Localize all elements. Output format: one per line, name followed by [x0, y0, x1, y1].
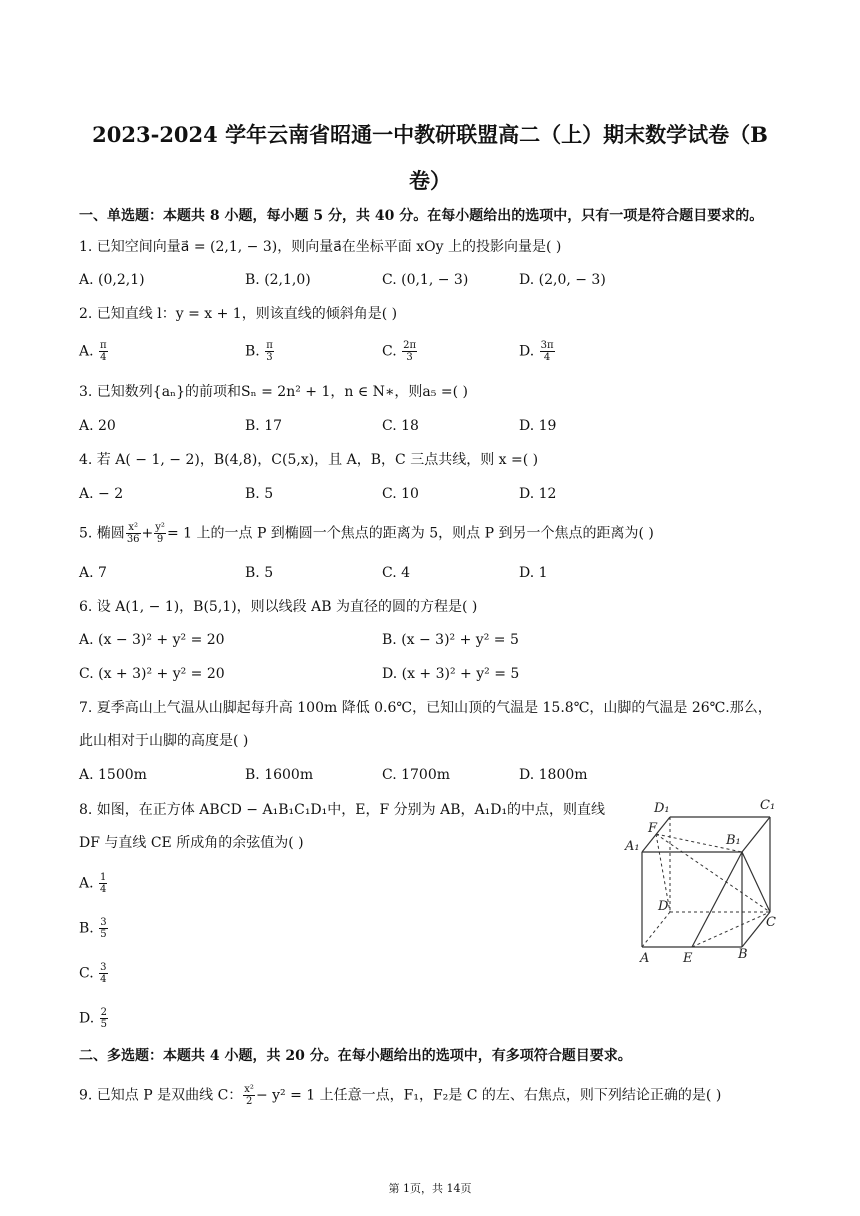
question-2-stem: 2. 已知直线 l：y = x + 1，则该直线的倾斜角是( ) [79, 306, 398, 322]
hidden-edge-a-d [642, 912, 670, 947]
q4-option-a: A. − 2 [79, 486, 124, 502]
q8-option-d: D. $\frac{2}{5}$ [79, 1007, 108, 1030]
q6-option-d: D. (x + 3)² + y² = 5 [382, 666, 520, 682]
question-6-stem: 6. 设 A(1, − 1)，B(5,1)，则以线段 AB 为直径的圆的方程是( ) [79, 599, 478, 615]
q6-option-c: C. (x + 3)² + y² = 20 [79, 666, 225, 682]
q8-option-a: A. $\frac{1}{4}$ [79, 872, 107, 895]
question-9-stem: 9. 已知点 P 是双曲线 C： $\frac{\text{x²}}{2}$ − y² = 1 上任意一点，F₁，F₂是 C 的左、右焦点，则下列结论正确的是( ) [79, 1084, 722, 1107]
q2-option-b: B. $\frac{\pi}{3}$ [245, 340, 273, 363]
label-a: A [640, 951, 650, 966]
question-7-stem-line-1: 7. 夏季高山上气温从山脚起每升高 100m 降低 0.6℃，已知山顶的气温是 15.8℃，山脚的气温是 26℃.那么， [79, 700, 772, 716]
q7-option-a: A. 1500m [79, 767, 147, 783]
q8-option-c: C. $\frac{3}{4}$ [79, 962, 107, 985]
label-e: E [683, 951, 693, 966]
q5-option-b: B. 5 [245, 565, 274, 581]
cube-figure [620, 792, 790, 967]
label-b: B [738, 947, 748, 962]
label-a1: A₁ [625, 839, 640, 854]
label-c1: C₁ [760, 798, 776, 813]
label-b1: B₁ [726, 833, 741, 848]
q5-option-a: A. 7 [79, 565, 107, 581]
fraction: $\frac{\text{y²}}{9}$ [155, 522, 165, 545]
q1-option-d: D. (2,0, − 3) [519, 272, 606, 288]
q5-option-c: C. 4 [382, 565, 411, 581]
label-f: F [648, 821, 658, 836]
edge-b1-c1 [742, 817, 770, 852]
q6-option-a: A. (x − 3)² + y² = 20 [79, 632, 225, 648]
q4-option-b: B. 5 [245, 486, 274, 502]
fraction: $\frac{3}{5}$ [100, 917, 107, 940]
q8-option-b: B. $\frac{3}{5}$ [79, 917, 107, 940]
title-line-1: 2023-2024 学年云南省昭通一中教研联盟高二（上）期末数学试卷（B [92, 122, 768, 147]
fraction: $\frac{3}{4}$ [100, 962, 107, 985]
q3-option-c: C. 18 [382, 418, 419, 434]
question-8-stem-line-2: DF 与直线 CE 所成角的余弦值为( ) [79, 835, 304, 851]
q3-option-a: A. 20 [79, 418, 116, 434]
q7-option-b: B. 1600m [245, 767, 314, 783]
question-3-stem: 3. 已知数列{aₙ}的前项和Sₙ = 2n² + 1，n ∈ N∗，则a₅ =( ) [79, 384, 468, 400]
section-1-heading: 一、单选题：本题共 8 小题，每小题 5 分，共 40 分。在每小题给出的选项中，只有一项是符合题目要求的。 [79, 208, 764, 224]
label-d1: D₁ [654, 801, 670, 816]
label-c: C [766, 915, 776, 930]
fraction: $\frac{2\pi}{3}$ [403, 340, 417, 363]
fraction: $\frac{2}{5}$ [100, 1007, 108, 1030]
label-d: D [658, 899, 669, 914]
title-line-2: 卷） [409, 168, 451, 193]
segment-e-b1 [692, 852, 742, 947]
question-4-stem: 4. 若 A( − 1, − 2)，B(4,8)，C(5,x)，且 A，B，C 三点共线，则 x =( ) [79, 452, 539, 468]
question-1-stem: 1. 已知空间向量a⃗ = (2,1, − 3)，则向量a⃗在坐标平面 xOy 上的投影向量是( ) [79, 239, 562, 255]
q4-option-d: D. 12 [519, 486, 557, 502]
q4-option-c: C. 10 [382, 486, 419, 502]
q2-option-a: A. $\frac{\pi}{4}$ [79, 340, 107, 363]
fraction: $\frac{\text{x²}}{2}$ [244, 1084, 254, 1107]
section-2-heading: 二、多选题：本题共 4 小题，共 20 分。在每小题给出的选项中，有多项符合题目要求。 [79, 1048, 632, 1064]
q6-option-b: B. (x − 3)² + y² = 5 [382, 632, 519, 648]
fraction: $\frac{\text{x²}}{36}$ [126, 522, 140, 545]
fraction: $\frac{\pi}{3}$ [266, 340, 273, 363]
q3-option-d: D. 19 [519, 418, 557, 434]
fraction: $\frac{3\pi}{4}$ [540, 340, 554, 363]
fraction: $\frac{1}{4}$ [100, 872, 107, 895]
fraction: $\frac{\pi}{4}$ [100, 340, 107, 363]
q5-option-d: D. 1 [519, 565, 548, 581]
q7-option-c: C. 1700m [382, 767, 451, 783]
q1-option-a: A. (0,2,1) [79, 272, 145, 288]
page-footer: 第 1页，共 14页 [388, 1182, 472, 1195]
page-title [60, 112, 800, 204]
q3-option-b: B. 17 [245, 418, 283, 434]
q1-option-b: B. (2,1,0) [245, 272, 311, 288]
hidden-segment-e-c [692, 912, 770, 947]
q7-option-d: D. 1800m [519, 767, 588, 783]
question-8-stem-line-1: 8. 如图，在正方体 ABCD − A₁B₁C₁D₁中，E，F 分别为 AB，A₁D₁的中点，则直线 [79, 802, 606, 818]
question-7-stem-line-2: 此山相对于山脚的高度是( ) [79, 733, 249, 749]
hidden-segment-f-c [656, 834, 770, 912]
q2-option-c: C. $\frac{2\pi}{3}$ [382, 340, 417, 363]
question-5-stem: 5. 椭圆 $\frac{\text{x²}}{36}$ + $\frac{\text{y²}}{9}$ = 1 上的一点 P 到椭圆一个焦点的距离为 5，则点 P 到另一个焦点的距离为( ) [79, 522, 654, 545]
q1-option-c: C. (0,1, − 3) [382, 272, 469, 288]
q2-option-d: D. $\frac{3\pi}{4}$ [519, 340, 554, 363]
